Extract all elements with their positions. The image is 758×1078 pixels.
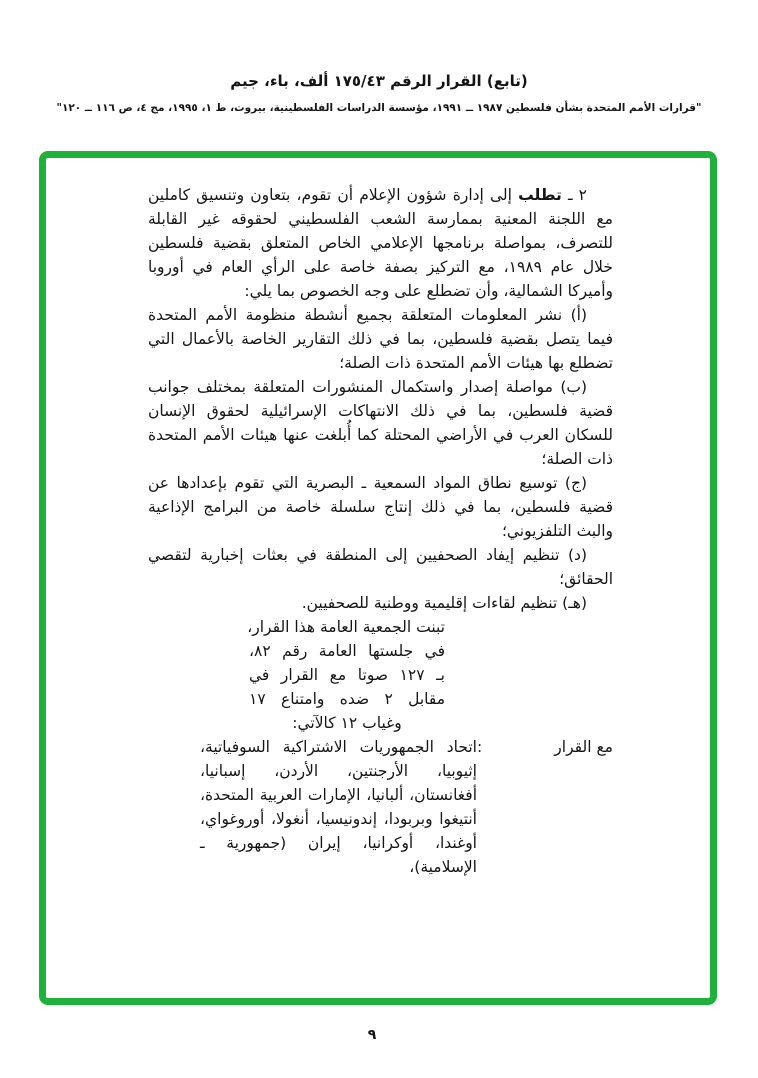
- item-text: تنظيم لقاءات إقليمية ووطنية للصحفيين.: [301, 594, 558, 612]
- vote-label-colon: :: [477, 738, 483, 756]
- item-marker: (أ): [562, 306, 588, 324]
- vote-in-favour-row: [148, 735, 613, 879]
- item-marker: (د): [559, 546, 587, 564]
- resolution-text: [148, 183, 613, 879]
- vote-label-text: مع القرار: [554, 738, 613, 756]
- list-item-e: [148, 591, 613, 615]
- paragraph-body: إلى إدارة شؤون الإعلام أن تقوم، بتعاون وتنسيق كاملين مع اللجنة المعنية بممارسة الشعب الفلسطيني لحقوقه غير القابلة للتصرف، بمواصلة برنامجها الإعلامي الخاص المتعلق بقضية فلسطين خلال عام ١٩٨٩، مع التركيز بصفة خاصة على الرأي العام في أوروبا وأميركا الشمالية، وأن تضطلع على وجه الخصوص بما يلي:: [148, 186, 614, 300]
- adoption-line: بـ ١٢٧ صوتا مع القرار في: [249, 666, 445, 684]
- operative-verb: تطلب: [518, 186, 562, 204]
- list-item-c: [148, 471, 613, 543]
- list-item-a: [148, 303, 613, 375]
- list-item-d: [148, 543, 613, 591]
- document-title: (تابع) القرار الرقم ١٧٥/٤٣ ألف، باء، جيم: [230, 72, 528, 90]
- paragraph-operative-2: [148, 183, 613, 303]
- page-number: ٩: [367, 1027, 377, 1043]
- adoption-line: وغياب ١٢ كالآتي:: [292, 714, 402, 732]
- list-item-b: [148, 375, 613, 471]
- source-citation: "قرارات الأمم المتحدة بشأن فلسطين ١٩٨٧ ــ ١٩٩١، مؤسسة الدراسات الفلسطينية، بيروت، ط ١، ١٩٩٥، مج ٤، ص ١١٦ ــ ١٢٠": [56, 102, 702, 114]
- adoption-block: [249, 615, 445, 735]
- item-text: نشر المعلومات المتعلقة بجميع أنشطة منظومة الأمم المتحدة فيما يتصل بقضية فلسطين، بما في ذلك التقارير الخاصة بالأعمال التي تضطلع بها هيئات الأمم المتحدة ذات الصلة؛: [148, 306, 613, 372]
- adoption-line: مقابل ٢ ضده وامتناع ١٧: [249, 690, 445, 708]
- item-marker: (ب): [552, 378, 587, 396]
- adoption-line: في جلستها العامة رقم ٨٢،: [249, 642, 445, 660]
- paragraph-number: ٢ ـ: [561, 186, 587, 204]
- vote-countries-list: اتحاد الجمهوريات الاشتراكية السوفياتية، إثيوبيا، الأرجنتين، الأردن، إسبانيا، أفغانستان، ألبانيا، الإمارات العربية المتحدة، أنتيغوا وبربودا، إندونيسيا، أنغولا، أوروغواي، أوغندا، أوكرانيا، إيران (جمهورية ـ الإسلامية)،: [200, 738, 477, 876]
- item-text: توسيع نطاق المواد السمعية ـ البصرية التي تقوم بإعدادها عن قضية فلسطين، بما في ذلك إنتاج سلسلة خاصة من البرامج الإذاعية والبث التلفزيوني؛: [148, 474, 613, 540]
- item-marker: (هـ): [557, 594, 587, 612]
- item-marker: (ج): [557, 474, 587, 492]
- vote-label: [477, 735, 613, 759]
- item-text: مواصلة إصدار واستكمال المنشورات المتعلقة بمختلف جوانب قضية فلسطين، بما في ذلك الانتهاكات الإسرائيلية لحقوق الإنسان للسكان العرب في الأراضي المحتلة كما أُبلغت عنها هيئات الأمم المتحدة ذات الصلة؛: [148, 378, 613, 468]
- adoption-line: تبنت الجمعية العامة هذا القرار،: [247, 618, 445, 636]
- item-text: تنظيم إيفاد الصحفيين إلى المنطقة في بعثات إخبارية لتقصي الحقائق؛: [148, 546, 613, 588]
